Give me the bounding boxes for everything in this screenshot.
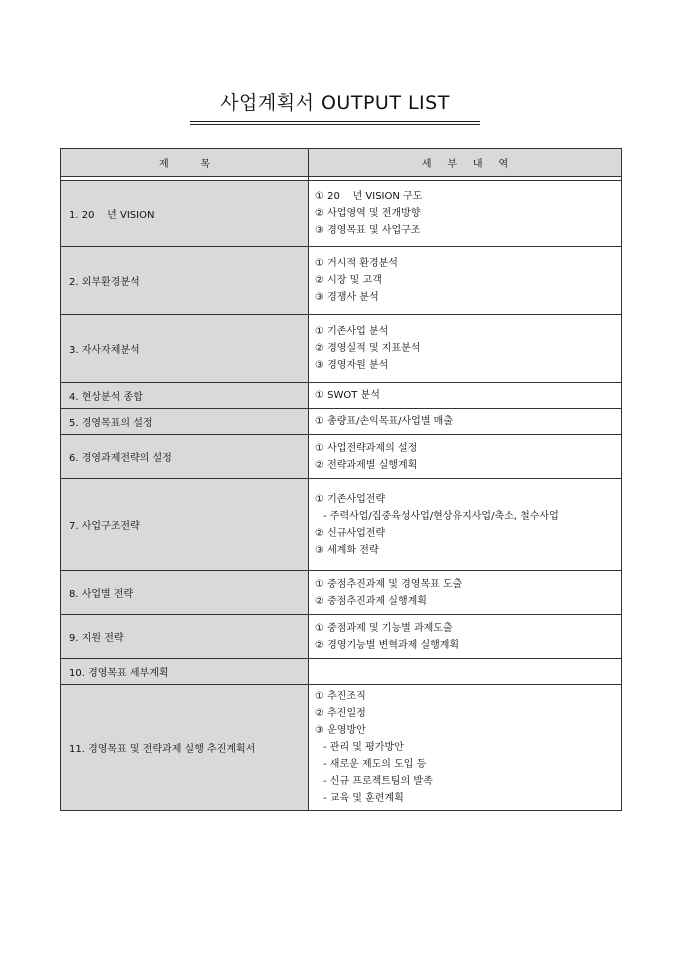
detail-item: ③ 경영목표 및 사업구조 (315, 225, 421, 236)
detail-item: ② 추진일정 (315, 708, 366, 719)
row-title: 3. 자사자체분석 (61, 315, 309, 383)
table-body (61, 177, 622, 811)
table-row (61, 435, 622, 479)
table-row (61, 659, 622, 685)
detail-item: ① 사업전략과제의 설정 (315, 442, 418, 454)
table-row (61, 247, 622, 315)
detail-item: - 주력사업/집중육성사업/현상유지사업/축소, 철수사업 (323, 510, 559, 522)
row-title: 8. 사업별 전략 (61, 571, 309, 615)
row-details (309, 181, 622, 247)
detail-item: ③ 경쟁사 분석 (315, 292, 379, 303)
detail-item: ① 기존사업전략 (315, 493, 386, 505)
detail-item: ① SWOT 분석 (315, 390, 380, 401)
header-title: 제 목 (61, 149, 309, 177)
detail-item: ② 경영실적 및 지표분석 (315, 343, 421, 354)
detail-item: ① 총량표/손익목표/사업별 매출 (315, 416, 453, 427)
row-details (309, 659, 622, 685)
row-title: 7. 사업구조전략 (61, 479, 309, 571)
row-title: 1. 20 년 VISION (61, 181, 309, 247)
detail-item: - 교육 및 훈련계획 (323, 793, 404, 804)
row-title: 9. 지원 전략 (61, 615, 309, 659)
detail-item: ① 중점추진과제 및 경영목표 도출 (315, 578, 463, 590)
table-row (61, 685, 622, 811)
table-row (61, 615, 622, 659)
document-title-block (190, 88, 480, 125)
row-details (309, 685, 622, 811)
table-row (61, 479, 622, 571)
detail-item: ③ 경영자원 분석 (315, 360, 389, 371)
detail-item: ① 거시적 환경분석 (315, 258, 398, 269)
row-details (309, 383, 622, 409)
detail-item: - 새로운 제도의 도입 등 (323, 759, 427, 770)
document-title: 사업계획서 OUTPUT LIST (220, 92, 450, 114)
row-details (309, 571, 622, 615)
row-title: 2. 외부환경분석 (61, 247, 309, 315)
detail-item: ① 추진조직 (315, 691, 366, 702)
title-double-underline (190, 121, 480, 125)
row-title: 5. 경영목표의 설정 (61, 409, 309, 435)
detail-item: ① 20 년 VISION 구도 (315, 191, 423, 202)
output-list-table (60, 148, 622, 811)
row-title: 4. 현상분석 종합 (61, 383, 309, 409)
detail-item: ② 신규사업전략 (315, 527, 386, 539)
row-details (309, 435, 622, 479)
table-row (61, 409, 622, 435)
detail-item: ② 사업영역 및 전개방향 (315, 208, 421, 219)
row-title: 11. 경영목표 및 전략과제 실행 추진계획서 (61, 685, 309, 811)
detail-item: ② 중점추진과제 실행계획 (315, 595, 427, 607)
table-row (61, 383, 622, 409)
table-header-row (61, 149, 622, 177)
row-details (309, 409, 622, 435)
header-details: 세 부 내 역 (309, 149, 622, 177)
row-details (309, 615, 622, 659)
row-title: 6. 경영과제전략의 설정 (61, 435, 309, 479)
table-row (61, 181, 622, 247)
detail-item: ② 전략과제별 실행계획 (315, 459, 418, 471)
detail-item: ① 중점과제 및 기능별 과제도출 (315, 622, 453, 634)
table-row (61, 571, 622, 615)
row-title: 10. 경영목표 세부계획 (61, 659, 309, 685)
detail-item: ① 기존사업 분석 (315, 326, 389, 337)
detail-item: ③ 운영방안 (315, 725, 366, 736)
row-details (309, 247, 622, 315)
row-details (309, 315, 622, 383)
table-row (61, 315, 622, 383)
row-details (309, 479, 622, 571)
detail-item: ② 시장 및 고객 (315, 275, 382, 286)
detail-item: - 관리 및 평가방안 (323, 742, 404, 753)
detail-item: - 신규 프로젝트팀의 발족 (323, 776, 433, 787)
detail-item: ② 경영기능별 변혁과제 실행계획 (315, 639, 460, 651)
detail-item: ③ 세계화 전략 (315, 544, 379, 556)
